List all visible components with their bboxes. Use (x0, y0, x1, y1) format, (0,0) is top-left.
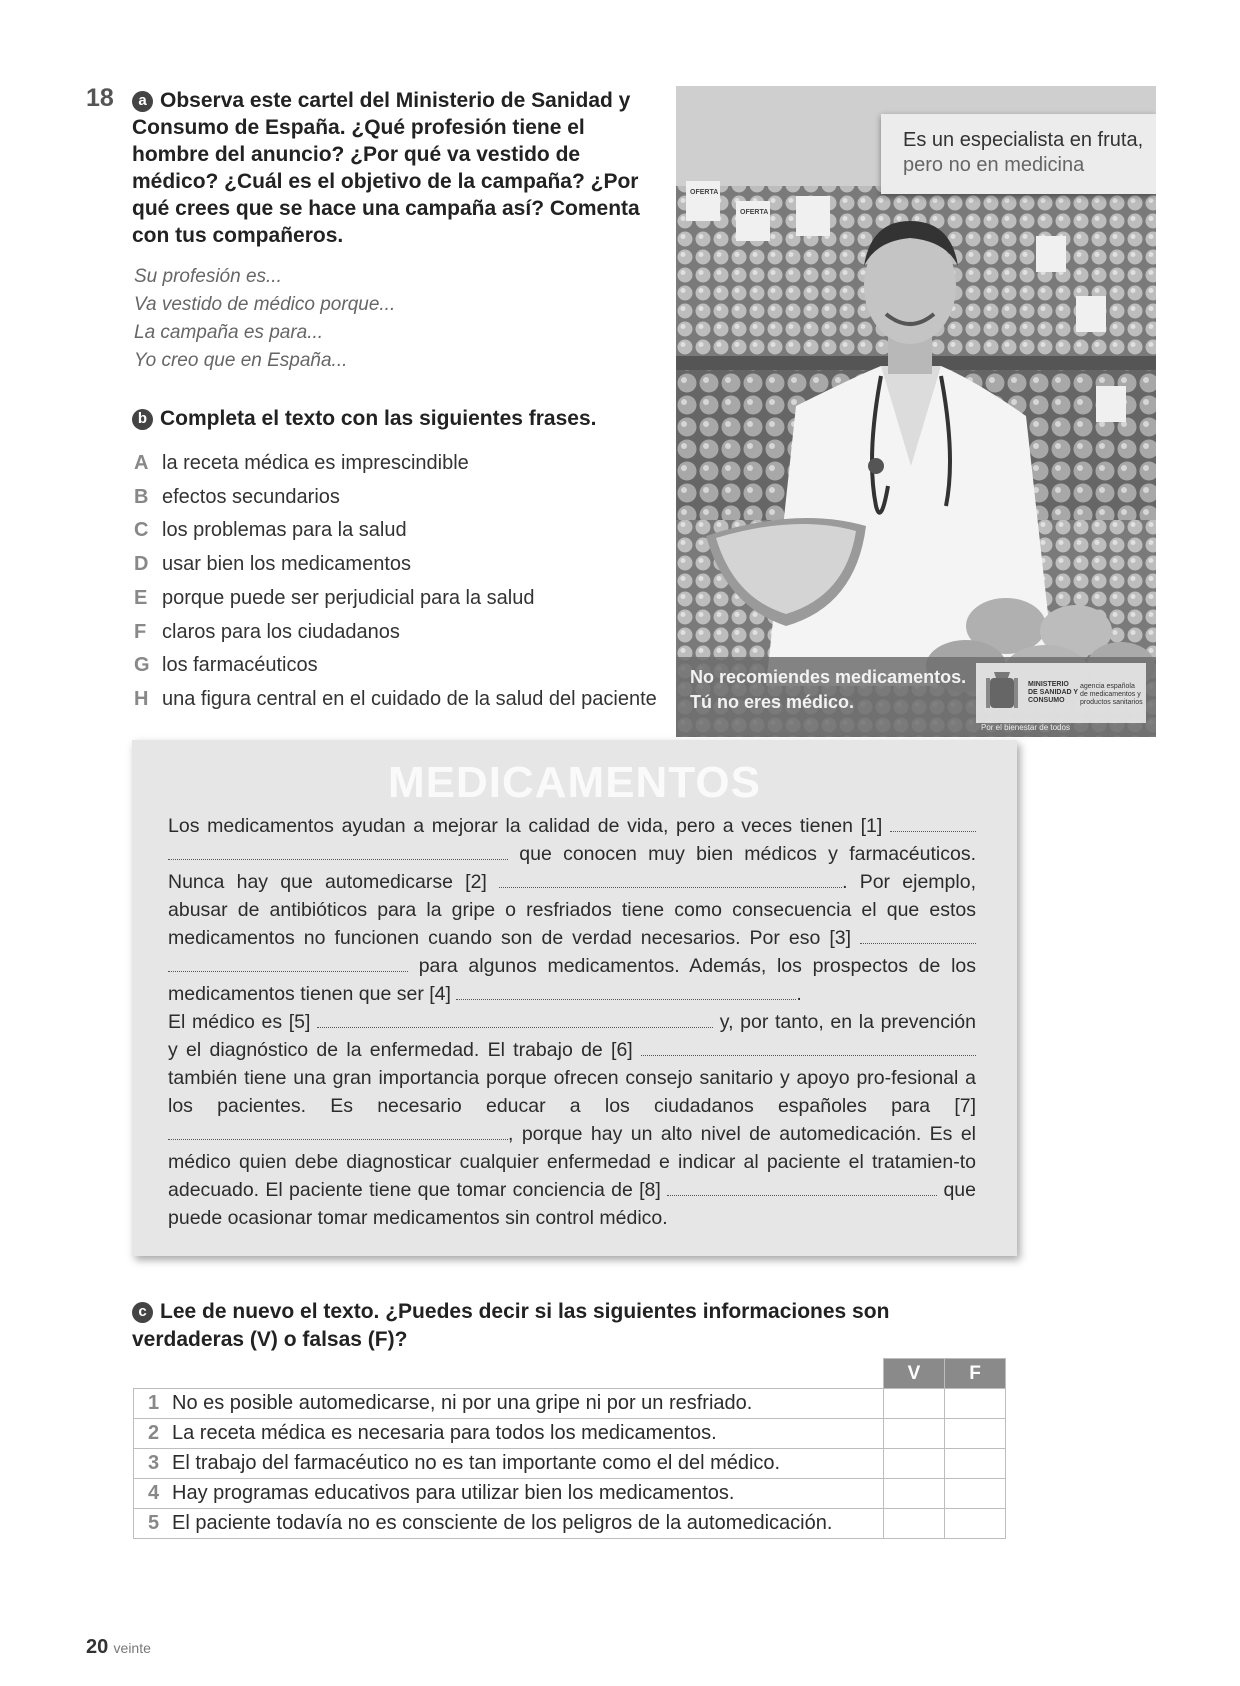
table-row (134, 1509, 1006, 1539)
page-footer (86, 1636, 151, 1659)
text-segment: y, por tanto, en la prevención y el diagnóstico de la enfermedad. El trabajo de [6] (168, 1011, 976, 1061)
text-segment: que puede ocasionar tomar medicamentos sin control médico. (168, 1179, 976, 1229)
statement-number: 3 (148, 1452, 160, 1474)
table-row (134, 1389, 1006, 1419)
poster-sign-line2: pero no en medicina (903, 154, 1085, 176)
text-segment: Los medicamentos ayudan a mejorar la calidad de vida, pero a veces tienen [1] (168, 815, 883, 837)
poster-sign (881, 114, 1156, 194)
hint: La campaña es para... (134, 322, 324, 343)
blank-2[interactable] (499, 871, 842, 888)
part-c-question (132, 1298, 892, 1354)
part-a-question-text: Observa este cartel del Ministerio de Sanidad y Consumo de España. ¿Qué profesión tiene el hombre del anuncio? ¿Por qué va vestido de médico? ¿Cuál es el objetivo de la campaña? ¿Por qué crees que se hace una campaña así? Comenta con tus compañeros. (132, 89, 640, 247)
poster-tagline: Por el bienestar de todos (981, 723, 1070, 732)
answer-f-cell[interactable] (945, 1419, 1006, 1449)
price-sign-text: OFERTA (740, 209, 769, 216)
option-letter: H (134, 687, 149, 710)
text-segment: , porque hay un alto nivel de automedicación. Es el médico quien debe diagnosticar cualquier enfermedad e indicar al paciente el tratamien-to adecuado. El paciente tiene que tomar conciencia de [8] (168, 1123, 976, 1201)
statement-number: 1 (148, 1392, 160, 1414)
poster-slogan-line1: No recomiendes medicamentos. (690, 667, 967, 687)
reading-text-box (132, 740, 1017, 1256)
blank-8[interactable] (667, 1179, 937, 1196)
coat-of-arms-icon (982, 668, 1022, 718)
answer-v-cell[interactable] (884, 1389, 945, 1419)
option-letter: B (134, 485, 149, 508)
text-segment: para algunos medicamentos. Además, los prospectos de los medicamentos tienen que ser [4] (168, 955, 976, 1005)
hint: Su profesión es... (134, 266, 282, 287)
option-item (134, 481, 657, 515)
answer-f-cell[interactable] (945, 1449, 1006, 1479)
option-text: porque puede ser perjudicial para la salud (162, 586, 535, 609)
option-text: una figura central en el cuidado de la salud del paciente (162, 687, 657, 710)
text-segment: . (796, 983, 802, 1005)
statement-text: La receta médica es necesaria para todos los medicamentos. (172, 1422, 717, 1444)
answer-f-cell[interactable] (945, 1389, 1006, 1419)
option-text: la receta médica es imprescindible (162, 452, 469, 474)
statement-number: 5 (148, 1512, 160, 1534)
blank-1[interactable] (890, 815, 976, 832)
text-segment: . Por ejemplo, abusar de antibióticos para la gripe o resfriados tiene como consecuencia el que estos medicamentos no funcionen cuando son de verdad necesarios. Por eso [3] (168, 871, 976, 949)
option-letter: G (134, 654, 150, 677)
ministry-name: MINISTERIO DE SANIDAD Y CONSUMO (1028, 681, 1078, 704)
blank-3[interactable] (860, 927, 976, 944)
option-letter: E (134, 586, 148, 609)
option-text: los farmacéuticos (162, 654, 318, 677)
reading-text (168, 812, 976, 1232)
page-number: 20 (86, 1636, 109, 1658)
blank-3-continued[interactable] (168, 955, 408, 972)
text-segment: también tiene una gran importancia porque ofrecen consejo sanitario y apoyo pro-fesional a los pacientes. Es necesario educar a los ciudadanos españoles para [7] (168, 1067, 976, 1117)
text-segment: El médico es [5] (168, 1011, 311, 1033)
poster-footer (676, 657, 1156, 737)
blank-4[interactable] (456, 983, 796, 1000)
answer-v-cell[interactable] (884, 1509, 945, 1539)
option-text: usar bien los medicamentos (162, 553, 412, 576)
table-row (134, 1479, 1006, 1509)
answer-v-cell[interactable] (884, 1449, 945, 1479)
part-b-instruction-text: Completa el texto con las siguientes frases. (160, 407, 597, 430)
table-row (134, 1419, 1006, 1449)
blank-6[interactable] (641, 1039, 976, 1056)
agency-name: agencia española de medicamentos y productos sanitarios (1080, 683, 1143, 706)
text-box-title: MEDICAMENTOS (388, 758, 761, 807)
answer-f-cell[interactable] (945, 1509, 1006, 1539)
answer-v-cell[interactable] (884, 1479, 945, 1509)
page-word: veinte (113, 1640, 151, 1656)
option-letter: F (134, 620, 147, 643)
statement-text: El trabajo del farmacéutico no es tan importante como el del médico. (172, 1452, 781, 1474)
part-a-question (132, 87, 652, 249)
statement-number: 4 (148, 1482, 160, 1504)
true-false-table (133, 1358, 1006, 1539)
poster-slogan (690, 665, 966, 715)
option-letter: D (134, 553, 149, 576)
part-b-marker: b (132, 409, 153, 430)
column-header-v: V (884, 1359, 945, 1389)
exercise-number: 18 (86, 84, 114, 112)
option-item (134, 649, 657, 683)
part-b-instruction (132, 407, 596, 431)
poster-slogan-line2: Tú no eres médico. (690, 692, 855, 712)
option-item (134, 683, 657, 717)
column-header-f: F (945, 1359, 1006, 1389)
hint: Va vestido de médico porque... (134, 294, 396, 315)
option-text: los problemas para la salud (162, 519, 407, 542)
phrase-options (134, 447, 657, 717)
option-letter: A (134, 452, 149, 474)
part-a-marker: a (132, 91, 153, 112)
text-segment: que conocen muy bien médicos y farmacéuticos. Nunca hay que automedicarse [2] (168, 843, 977, 893)
option-text: efectos secundarios (162, 485, 340, 508)
option-item (134, 548, 657, 582)
part-a-hints (134, 263, 395, 375)
blank-1-continued[interactable] (168, 843, 508, 860)
statement-number: 2 (148, 1422, 160, 1444)
option-item (134, 447, 657, 481)
answer-f-cell[interactable] (945, 1479, 1006, 1509)
hint: Yo creo que en España... (134, 350, 348, 371)
option-item (134, 582, 657, 616)
option-text: claros para los ciudadanos (162, 620, 400, 643)
ministry-logo (976, 663, 1146, 723)
option-item (134, 616, 657, 650)
poster-sign-line1: Es un especialista en fruta, (903, 129, 1144, 151)
statement-text: El paciente todavía no es consciente de los peligros de la automedicación. (172, 1512, 833, 1534)
part-c-marker: c (132, 1302, 153, 1323)
option-item (134, 514, 657, 548)
table-row (134, 1449, 1006, 1479)
option-letter: C (134, 519, 149, 542)
blank-7[interactable] (168, 1123, 508, 1140)
price-sign-text: OFERTA (690, 189, 719, 196)
statement-text: No es posible automedicarse, ni por una gripe ni por un resfriado. (172, 1392, 753, 1414)
answer-v-cell[interactable] (884, 1419, 945, 1449)
statement-text: Hay programas educativos para utilizar bien los medicamentos. (172, 1482, 735, 1504)
campaign-poster (676, 86, 1156, 737)
blank-5[interactable] (317, 1011, 713, 1028)
part-c-question-text: Lee de nuevo el texto. ¿Puedes decir si las siguientes informaciones son verdaderas (V) o falsas (F)? (132, 1300, 890, 1351)
